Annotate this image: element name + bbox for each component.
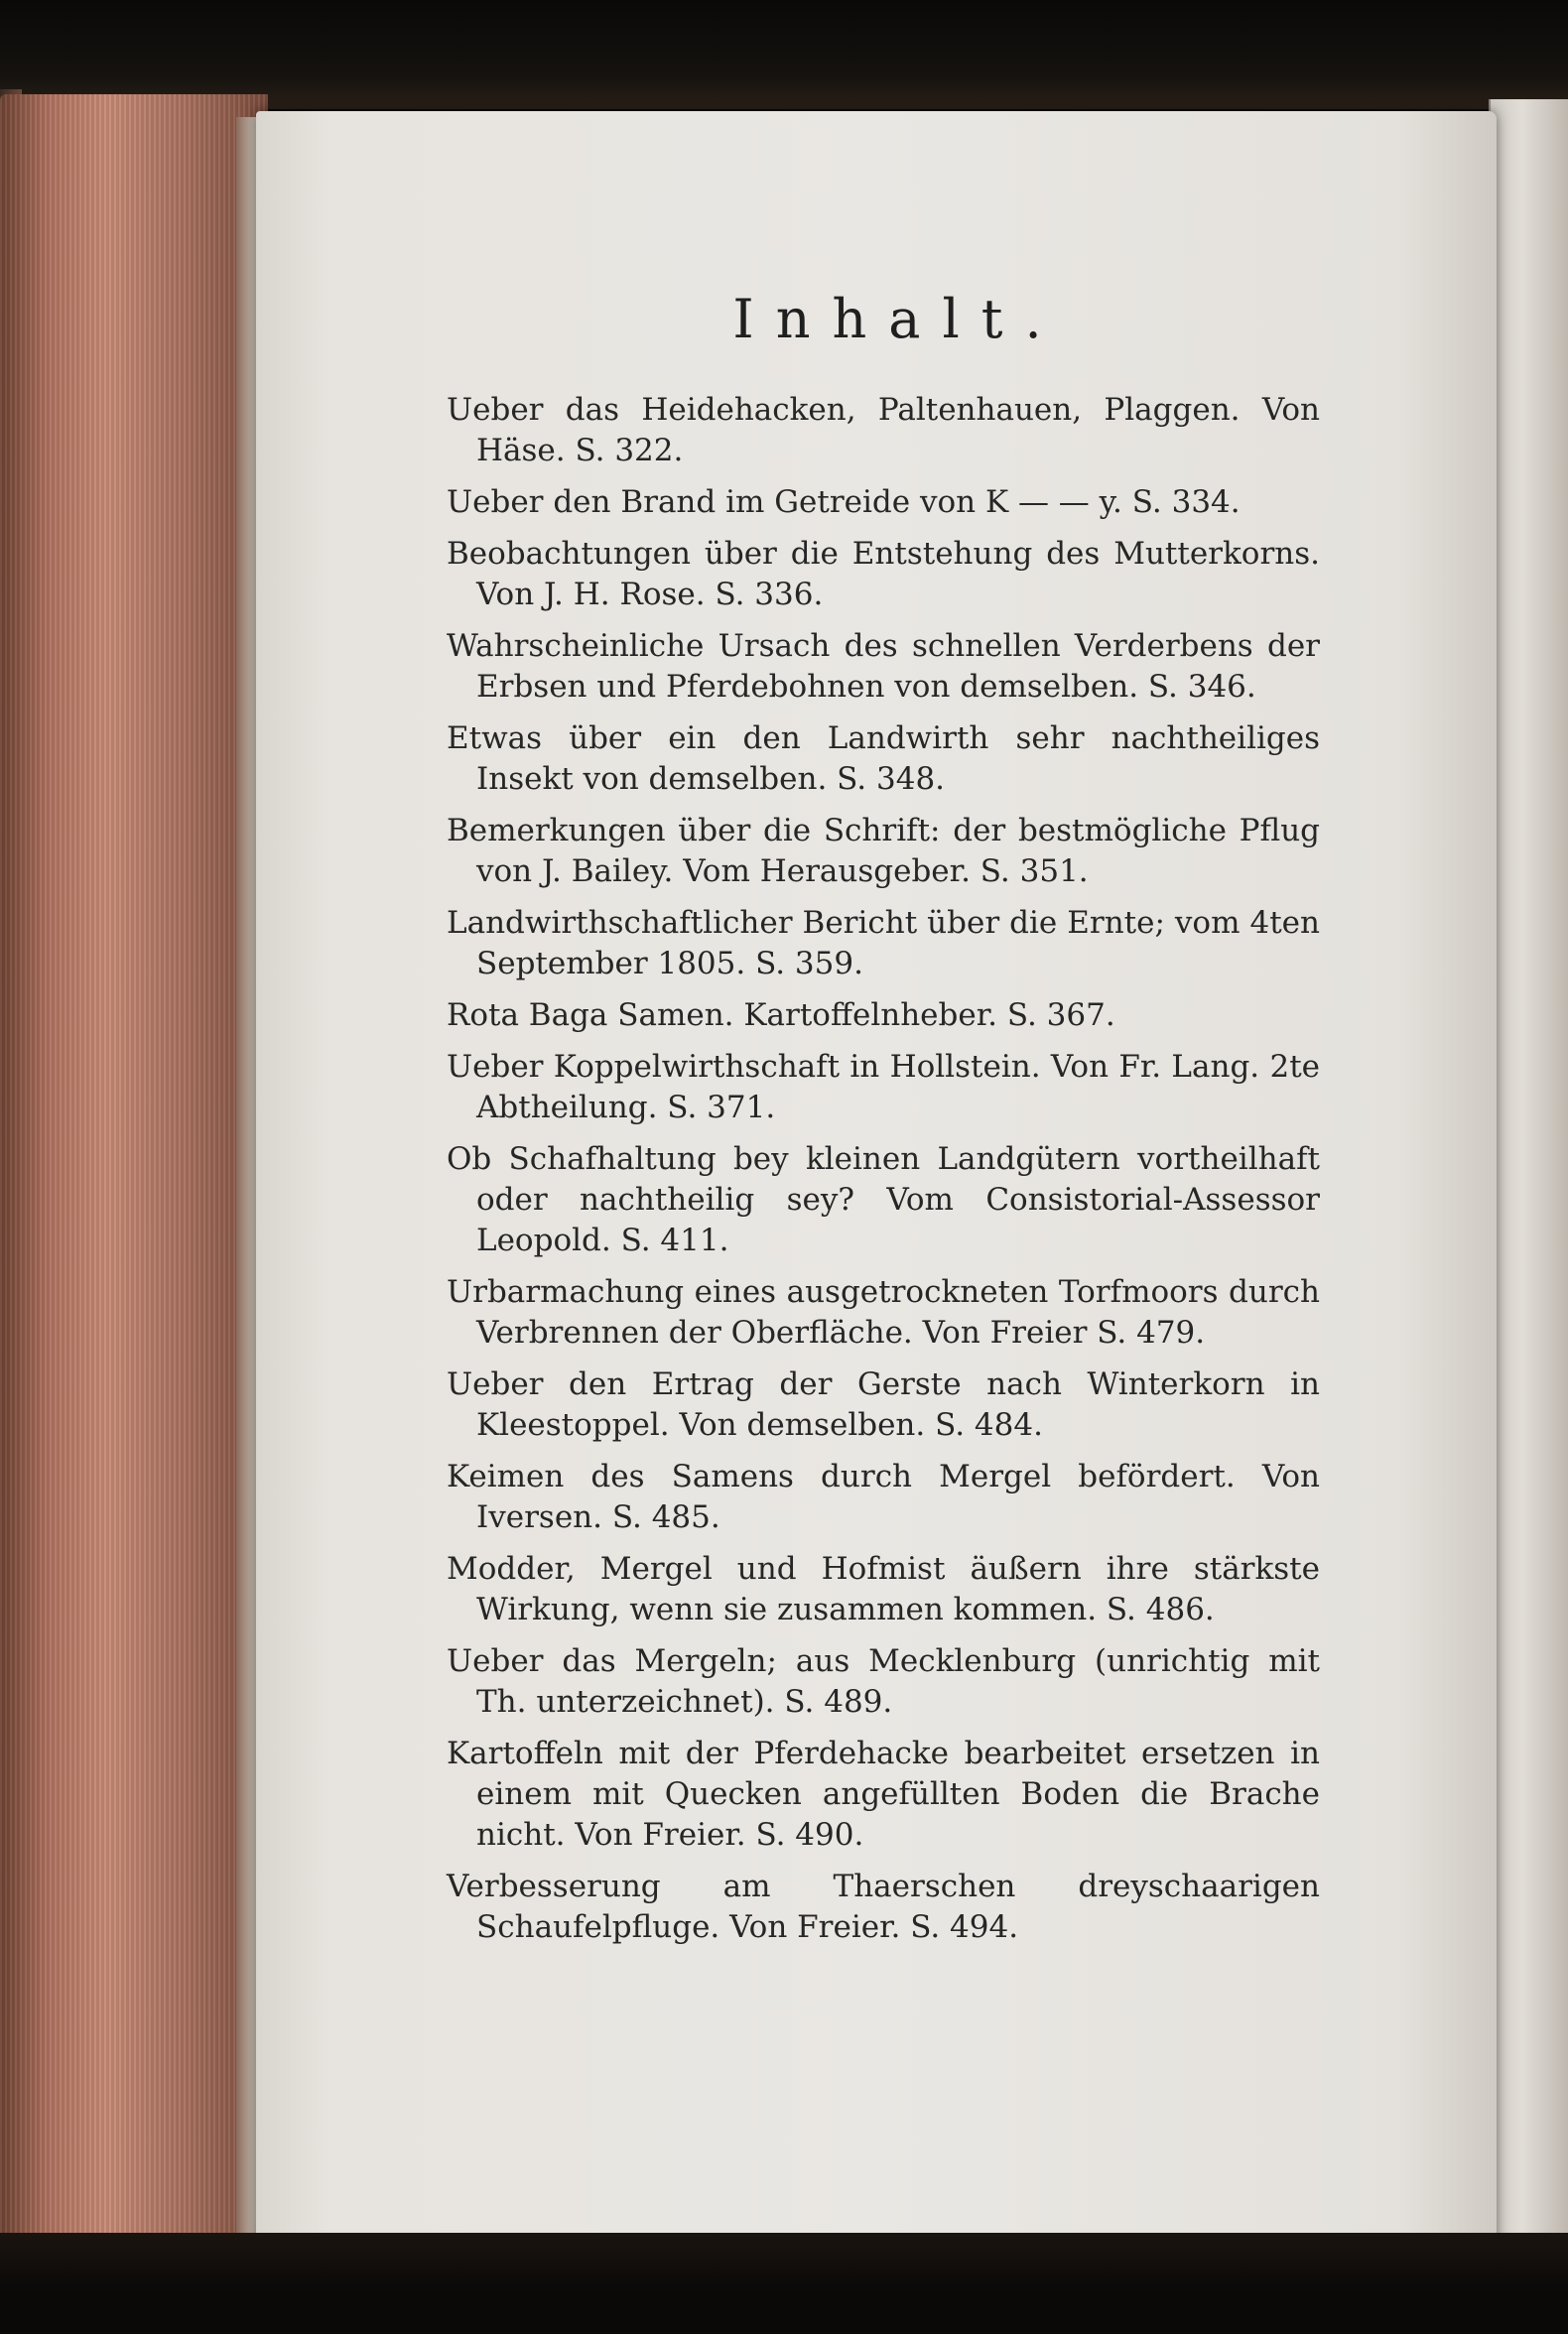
table-of-contents [447,288,1320,1959]
contents-entry: Landwirthschaftlicher Bericht über die Ernte; vom 4ten September 1805. S. 359. [447,905,1320,981]
contents-entry: Keimen des Samens durch Mergel befördert. Von Iversen. S. 485. [447,1459,1320,1535]
contents-entry: Rota Baga Samen. Kartoffelnheber. S. 367. [447,997,1115,1033]
page-title: Inhalt. [732,288,1064,350]
contents-entry: Etwas über ein den Landwirth sehr nachtheiliges Insekt von demselben. S. 348. [447,720,1320,797]
contents-entry: Ob Schafhaltung bey kleinen Landgütern vortheilhaft oder nachtheilig sey? Vom Consistorial-Assessor Leopold. S. 411. [447,1141,1320,1258]
background-bottom [0,2233,1568,2334]
contents-entry: Ueber das Mergeln; aus Mecklenburg (unrichtig mit Th. unterzeichnet). S. 489. [447,1643,1320,1720]
background-top [0,0,1568,109]
contents-entry: Verbesserung am Thaerschen dreyschaarigen Schaufelpfluge. Von Freier. S. 494. [447,1869,1320,1945]
contents-entry: Ueber Koppelwirthschaft in Hollstein. Von Fr. Lang. 2te Abtheilung. S. 371. [447,1049,1320,1125]
contents-entry: Urbarmachung eines ausgetrockneten Torfmoors durch Verbrennen der Oberfläche. Von Freier S. 479. [447,1274,1320,1351]
contents-entry: Beobachtungen über die Entstehung des Mutterkorns. Von J. H. Rose. S. 336. [447,536,1320,612]
contents-entry: Ueber das Heidehacken, Paltenhauen, Plaggen. Von Häse. S. 322. [447,392,1320,468]
page-block-edge [0,94,268,2258]
contents-entry: Modder, Mergel und Hofmist äußern ihre stärkste Wirkung, wenn sie zusammen kommen. S. 486. [447,1551,1320,1627]
right-page-stack [1489,99,1568,2253]
contents-entry: Bemerkungen über die Schrift: der bestmögliche Pflug von J. Bailey. Vom Herausgeber. S. 351. [447,813,1320,889]
contents-entry: Wahrscheinliche Ursach des schnellen Verderbens der Erbsen und Pferdebohnen von demselben. S. 346. [447,628,1320,705]
contents-entry: Ueber den Brand im Getreide von K — — y. S. 334. [447,484,1241,520]
contents-list [447,390,1320,1948]
contents-entry: Ueber den Ertrag der Gerste nach Winterkorn in Kleestoppel. Von demselben. S. 484. [447,1366,1320,1443]
contents-entry: Kartoffeln mit der Pferdehacke bearbeitet ersetzen in einem mit Quecken angefüllten Boden die Brache nicht. Von Freier. S. 490. [447,1736,1320,1853]
